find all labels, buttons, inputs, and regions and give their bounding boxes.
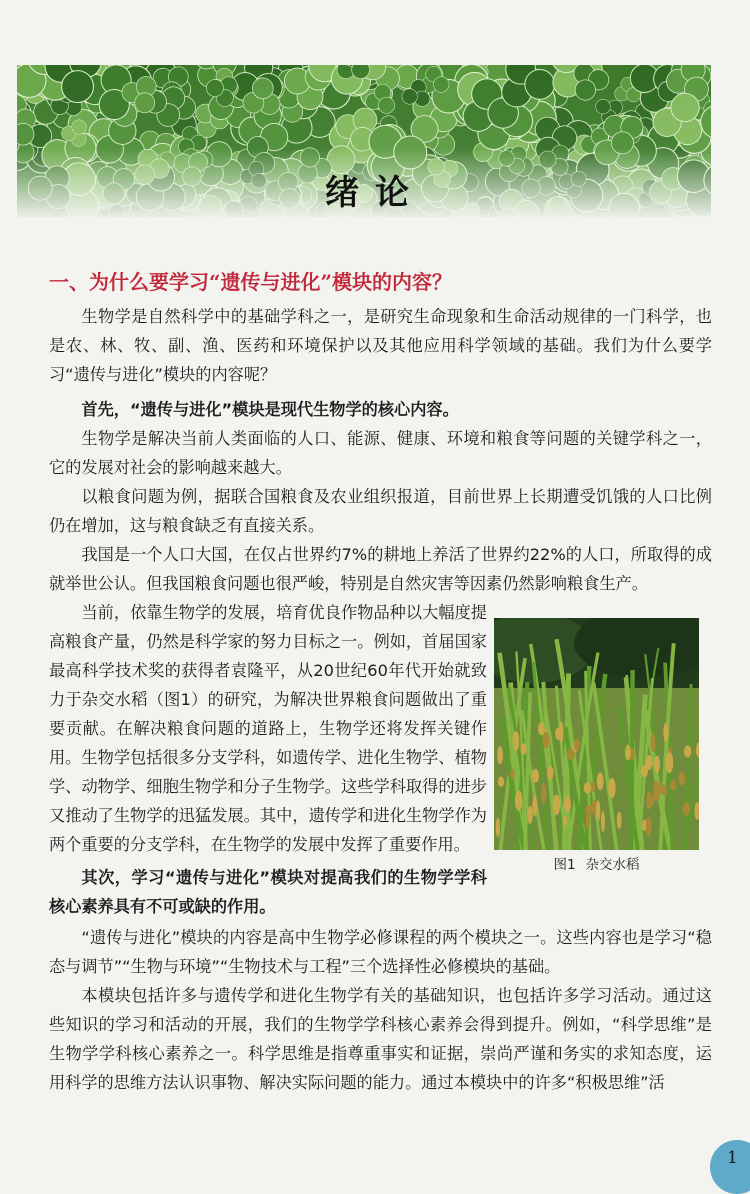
section-heading: 一、为什么要学习“遗传与进化”模块的内容？ bbox=[49, 270, 453, 294]
paragraph-5: 我国是一个人口大国，在仅占世界约7%的耕地上养活了世界约22%的人口，所取得的成就举世公认。但我国粮食问题也很严峻，特别是自然灾害等因素仍然影响粮食生产。 bbox=[49, 545, 712, 593]
hybrid-rice-photo bbox=[494, 618, 699, 850]
figure-number: 图1 bbox=[553, 857, 576, 873]
paragraph-2-emphasis: 首先，“遗传与进化”模块是现代生物学的核心内容。 bbox=[81, 400, 459, 419]
paragraph-4: 以粮食问题为例，据联合国粮食及农业组织报道，目前世界上长期遭受饥饿的人口比例仍在增加，这与粮食缺乏有直接关系。 bbox=[49, 487, 712, 535]
paragraph-10: 本模块包括许多与遗传学和进化生物学有关的基础知识，也包括许多学习活动。通过这些知识的学习和活动的开展，我们的生物学学科核心素养会得到提升。例如，“科学思维”是生物学学科核心素养之一。科学思维是指尊重事实和证据，崇尚严谨和务实的求知态度，运用科学的思维方法认识事物、解决实际问题的能力。通过本模块中的许多“积极思维”活 bbox=[49, 986, 712, 1092]
paragraph-7: 生物学包括很多分支学科，如遗传学、进化生物学、植物学、动物学、细胞生物学和分子生物学。这些学科取得的进步又推动了生物学的迅猛发展。其中，遗传学和进化生物学作为两个重要的分支学科，在生物学的发展中发挥了重要作用。 bbox=[49, 748, 487, 854]
paragraph-8-emphasis: 其次，学习“遗传与进化”模块对提高我们的生物学学科核心素养具有不可或缺的作用。 bbox=[49, 868, 487, 916]
figure-caption bbox=[494, 853, 699, 873]
paragraph-1: 生物学是自然科学中的基础学科之一，是研究生命现象和生命活动规律的一门科学，也是农、林、牧、副、渔、医药和环境保护以及其他应用科学领域的基础。我们为什么要学习“遗传与进化”模块的内容呢？ bbox=[49, 307, 712, 384]
paragraph-9: “遗传与进化”模块的内容是高中生物学必修课程的两个模块之一。这些内容也是学习“稳态与调节”“生物与环境”“生物技术与工程”三个选择性必修模块的基础。 bbox=[49, 928, 712, 976]
paragraph-3: 生物学是解决当前人类面临的人口、能源、健康、环境和粮食等问题的关键学科之一，它的发展对社会的影响越来越大。 bbox=[49, 429, 712, 477]
figure-caption-text: 杂交水稻 bbox=[585, 857, 640, 873]
page-number: 1 bbox=[727, 1148, 738, 1168]
paragraph-6: 当前，依靠生物学的发展，培育优良作物品种以大幅度提高粮食产量，仍然是科学家的努力目标之一。例如，首届国家最高科学技术奖的获得者袁隆平，从20世纪60年代开始就致力于杂交水稻（图1）的研究，为解决世界粮食问题做出了重要贡献。在解决粮食问题的道路上，生物学还将发挥关键作用。 bbox=[49, 603, 487, 767]
chapter-title: 绪论 bbox=[325, 173, 425, 213]
